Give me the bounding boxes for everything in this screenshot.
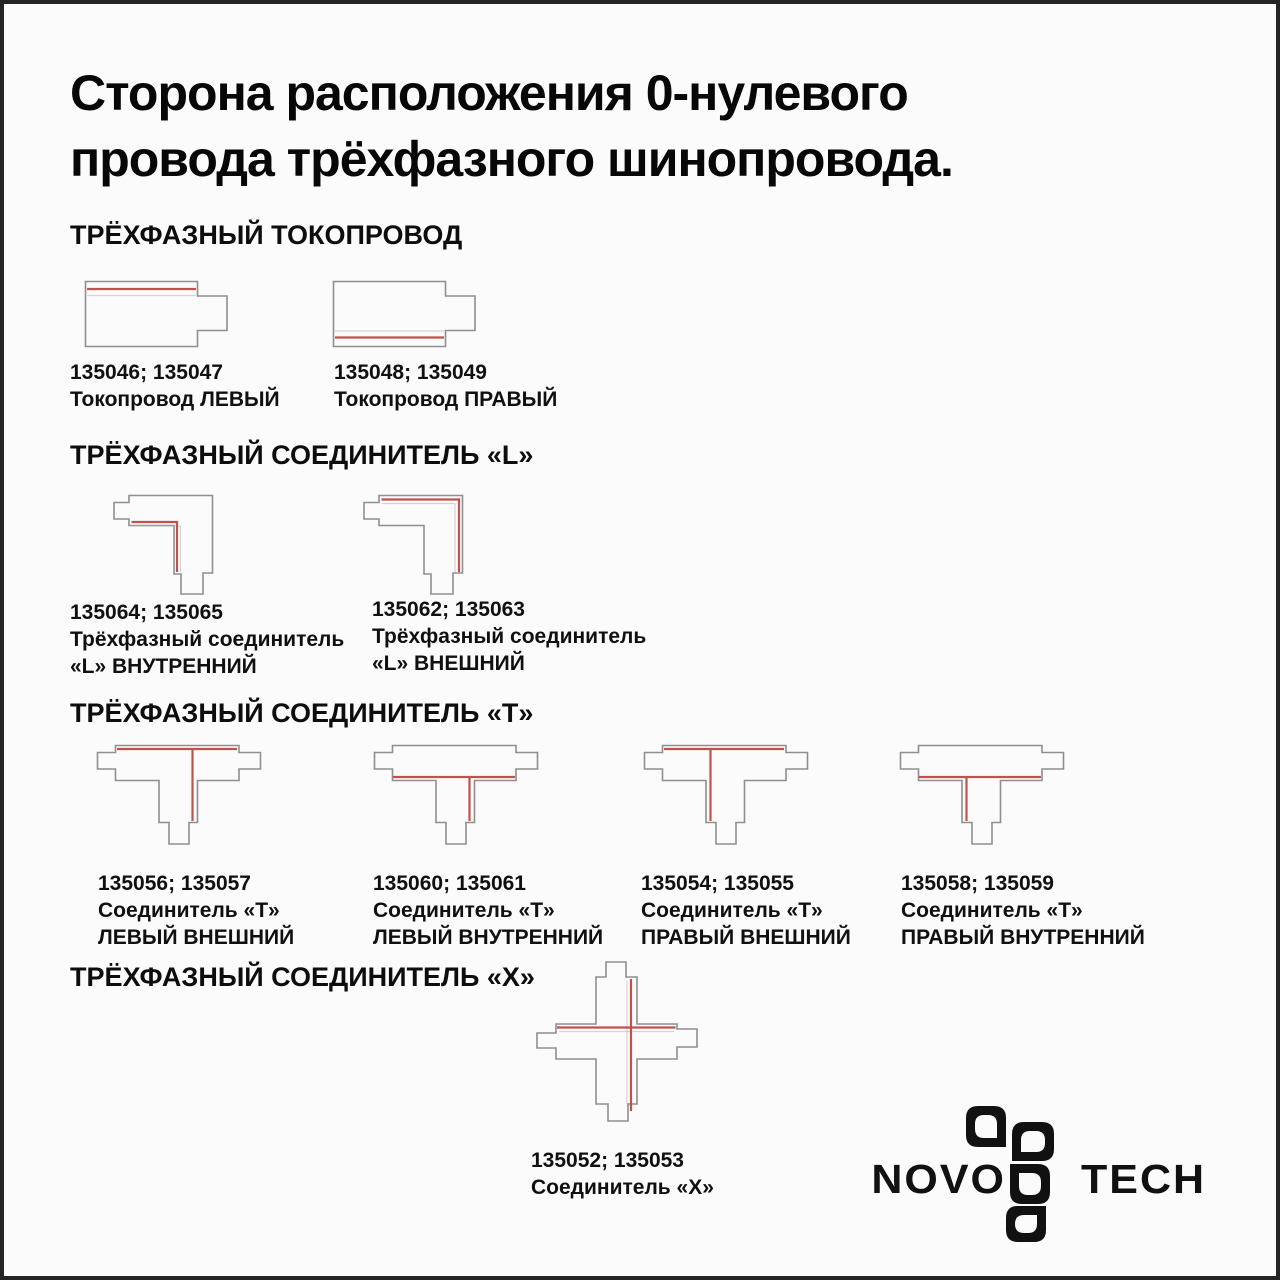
diagram-feed-right: [332, 280, 477, 348]
neutral-wire-line: [132, 522, 178, 572]
product-name: «L» ВНУТРЕННИЙ: [70, 655, 257, 678]
product-codes: 135052; 135053: [531, 1149, 684, 1172]
product-name: ЛЕВЫЙ ВНУТРЕННИЙ: [373, 926, 604, 949]
novotech-logo: [871, 1094, 1244, 1254]
product-codes: 135046; 135047: [70, 361, 223, 384]
product-codes: 135062; 135063: [372, 598, 525, 621]
label-l-outer: [372, 596, 646, 677]
label-x: [531, 1147, 714, 1201]
logo-text-novo: NOVO: [871, 1157, 1006, 1203]
product-name: Трёхфазный соединитель: [372, 625, 647, 648]
product-codes: 135048; 135049: [334, 361, 487, 384]
diagram-l-outer: [346, 484, 471, 599]
diagram-l-inner: [96, 484, 221, 599]
neutral-wire-line: [382, 500, 460, 573]
novotech-pinwheel-icon: [962, 1102, 1058, 1248]
product-codes: 135056; 135057: [98, 872, 251, 895]
page-title-line1: Сторона расположения 0-нулевого: [70, 65, 908, 121]
product-codes: 135064; 135065: [70, 601, 223, 624]
section-header-t: ТРЁХФАЗНЫЙ СОЕДИНИТЕЛЬ «Т»: [70, 698, 534, 728]
product-name: Соединитель «Т»: [373, 899, 555, 922]
label-t-right-outer: [641, 870, 851, 951]
product-name: ПРАВЫЙ ВНУТРЕННИЙ: [901, 926, 1145, 949]
product-name: «L» ВНЕШНИЙ: [372, 652, 525, 675]
product-name: Соединитель «Т»: [901, 899, 1083, 922]
page-title: [70, 60, 953, 192]
label-t-left-inner: [373, 870, 603, 951]
diagram-t-left-inner: [356, 734, 556, 849]
label-t-left-outer: [98, 870, 294, 951]
product-codes: 135054; 135055: [641, 872, 794, 895]
product-name: Трёхфазный соединитель: [70, 628, 345, 651]
label-l-inner: [70, 599, 344, 680]
label-feed-left: [70, 359, 280, 413]
product-codes: 135060; 135061: [373, 872, 526, 895]
product-name: ПРАВЫЙ ВНЕШНИЙ: [641, 926, 851, 949]
label-t-right-inner: [901, 870, 1145, 951]
section-header-x: ТРЁХФАЗНЫЙ СОЕДИНИТЕЛЬ «Х»: [70, 962, 535, 992]
section-header-feed: ТРЁХФАЗНЫЙ ТОКОПРОВОД: [70, 220, 463, 250]
product-name: ЛЕВЫЙ ВНЕШНИЙ: [98, 926, 295, 949]
section-header-l: ТРЁХФАЗНЫЙ СОЕДИНИТЕЛЬ «L»: [70, 440, 534, 470]
page-title-line2: провода трёхфазного шинопровода.: [70, 131, 953, 187]
diagram-t-right-inner: [882, 734, 1082, 849]
product-name: Токопровод ЛЕВЫЙ: [70, 388, 280, 411]
product-codes: 135058; 135059: [901, 872, 1054, 895]
diagram-feed-left: [84, 280, 229, 348]
diagram-t-right-outer: [626, 734, 826, 849]
label-feed-right: [334, 359, 557, 413]
diagram-x: [534, 959, 704, 1149]
product-name: Токопровод ПРАВЫЙ: [334, 388, 558, 411]
product-name: Соединитель «Х»: [531, 1176, 714, 1199]
product-name: Соединитель «Т»: [98, 899, 280, 922]
product-name: Соединитель «Т»: [641, 899, 823, 922]
diagram-t-left-outer: [79, 734, 279, 849]
logo-text-tech: TECH: [1081, 1157, 1207, 1203]
